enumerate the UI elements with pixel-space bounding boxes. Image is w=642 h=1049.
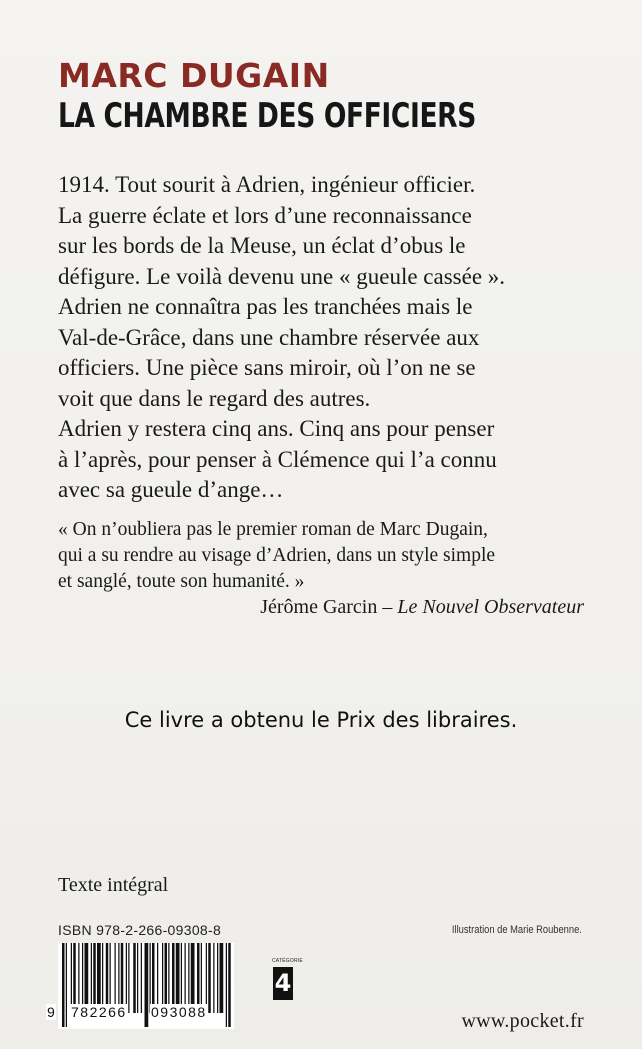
quote-line: qui a su rendre au visage d’Adrien, dans un style simple: [58, 545, 496, 566]
barcode-first-digit: 9: [47, 1004, 55, 1020]
synopsis-line: Val-de-Grâce, dans une chambre réservée aux: [58, 324, 480, 350]
category-number: 4: [273, 967, 293, 1000]
attribution-dash: –: [382, 596, 393, 618]
illustration-credit: Illustration de Marie Roubenne.: [452, 924, 582, 936]
synopsis-line: Adrien ne connaîtra pas les tranchées mais le: [58, 294, 473, 319]
integral-text-note: Texte intégral: [58, 874, 169, 896]
critic-name: Jérôme Garcin: [260, 596, 378, 618]
synopsis-line: officiers. Une pièce sans miroir, où l’on ne se: [58, 355, 476, 380]
category-label: CATÉGORIE: [272, 958, 303, 964]
synopsis-line: Adrien y restera cinq ans. Cinq ans pour penser: [58, 416, 495, 441]
barcode-left-group: 782266: [71, 1004, 127, 1020]
synopsis-line: voit que dans le regard des autres.: [58, 385, 371, 411]
quote-line: et sanglé, toute son humanité. »: [58, 571, 305, 592]
publication-name: Le Nouvel Observateur: [397, 596, 584, 618]
quote-attribution: [260, 596, 584, 619]
synopsis-line: La guerre éclate et lors d’une reconnaissance: [58, 202, 472, 228]
publisher-website[interactable]: www.pocket.fr: [461, 1010, 584, 1032]
barcode-right-group: 093088: [151, 1004, 207, 1020]
prize-note: Ce livre a obtenu le Prix des libraires.: [124, 708, 518, 732]
synopsis: [58, 170, 598, 506]
synopsis-line: sur les bords de la Meuse, un éclat d’obus le: [58, 233, 466, 258]
book-title: LA CHAMBRE DES OFFICIERS: [58, 96, 476, 136]
synopsis-line: défigure. Le voilà devenu une « gueule cassée ».: [58, 263, 506, 289]
isbn: ISBN 978-2-266-09308-8: [58, 922, 222, 938]
category-badge: [272, 958, 303, 1002]
quote-line: « On n’oubliera pas le premier roman de Marc Dugain,: [58, 519, 488, 540]
synopsis-line: 1914. Tout sourit à Adrien, ingénieur officier.: [58, 172, 476, 197]
barcode-digits: [47, 1004, 234, 1026]
author-name: MARC DUGAIN: [58, 56, 330, 95]
synopsis-line: avec sa gueule d’ange…: [58, 477, 284, 502]
press-quote: [58, 517, 598, 595]
synopsis-line: à l’après, pour penser à Clémence qui l’a connu: [58, 446, 497, 472]
